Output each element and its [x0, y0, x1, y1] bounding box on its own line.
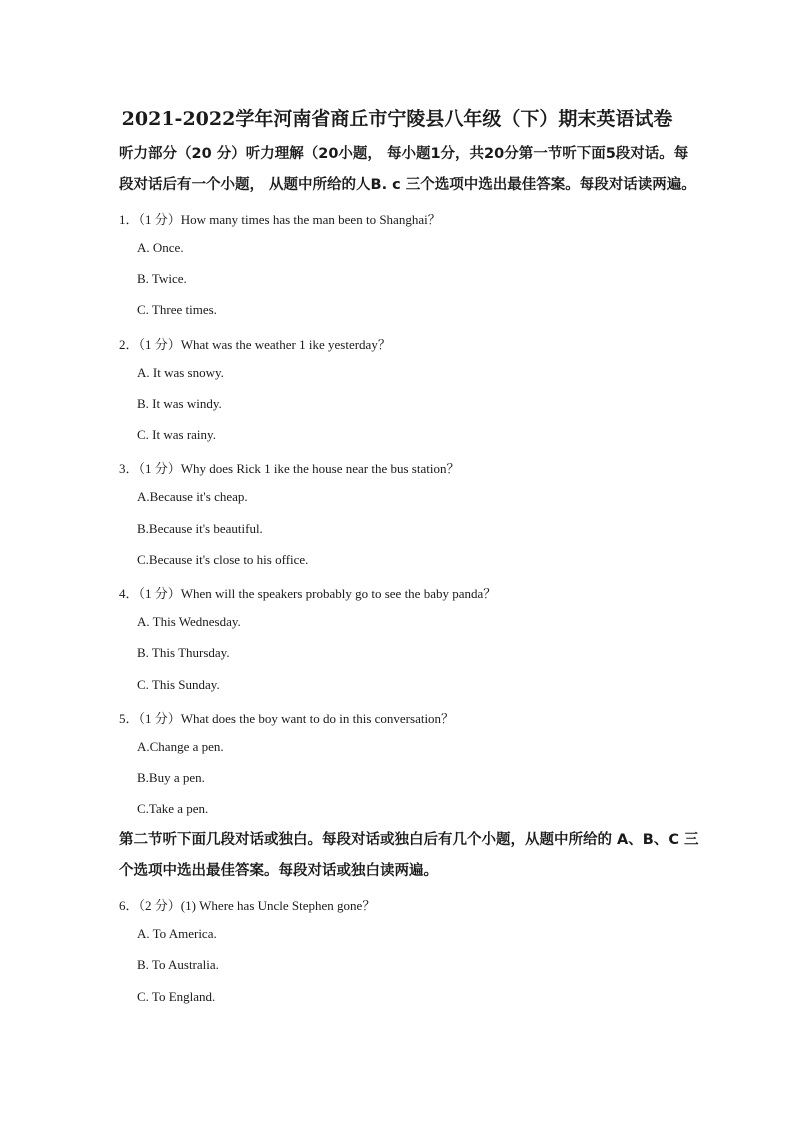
question-6-option-b: B. To Australia.	[137, 957, 219, 972]
question-6-option-c: C. To England.	[137, 989, 216, 1004]
exam-title: 2021-2022学年河南省商丘市宁陵县八年级（下）期末英语试卷	[121, 108, 673, 130]
question-2-option-a: A. It was snowy.	[137, 365, 224, 380]
question-4-option-a: A. This Wednesday.	[137, 614, 241, 629]
question-2-option-c: C. It was rainy.	[137, 427, 216, 442]
listening-section-2-instructions	[119, 825, 699, 887]
listening-section-1-instructions	[119, 139, 696, 201]
instruction-line: 第二节听下面几段对话或独白。每段对话或独白后有几个小题，从题中所给的 A、B、C 三	[119, 832, 699, 848]
question-5-option-a: A.Change a pen.	[137, 739, 224, 754]
question-3-option-b: B.Because it's beautiful.	[137, 521, 263, 536]
question-1-option-c: C. Three times.	[137, 302, 217, 317]
question-3-option-a: A.Because it's cheap.	[137, 489, 248, 504]
question-1-option-b: B. Twice.	[137, 271, 187, 286]
question-2-stem: 2．（1 分）What was the weather 1 ike yesterday？	[119, 337, 391, 352]
question-5-stem: 5．（1 分）What does the boy want to do in this conversation？	[119, 711, 455, 726]
question-3-option-c: C.Because it's close to his office.	[137, 552, 309, 567]
question-6-stem: 6．（2 分）(1) Where has Uncle Stephen gone？	[119, 898, 376, 913]
question-4-option-b: B. This Thursday.	[137, 645, 230, 660]
question-1-option-a: A. Once.	[137, 240, 184, 255]
question-1-stem: 1．（1 分）How many times has the man been to Shanghai？	[119, 212, 441, 227]
question-6-option-a: A. To America.	[137, 926, 217, 941]
question-2-option-b: B. It was windy.	[137, 396, 222, 411]
question-5-option-c: C.Take a pen.	[137, 801, 209, 816]
instruction-line: 个选项中选出最佳答案。每段对话或独白读两遍。	[119, 863, 438, 879]
question-4-option-c: C. This Sunday.	[137, 677, 220, 692]
instruction-line: 段对话后有一个小题， 从题中所给的人B. c 三个选项中选出最佳答案。每段对话读两遍。	[119, 177, 696, 193]
question-3-stem: 3．（1 分）Why does Rick 1 ike the house near the bus station？	[119, 461, 460, 476]
instruction-line: 听力部分（20 分）听力理解（20小题， 每小题1分，共20分第一节听下面5段对话。每	[119, 146, 689, 162]
question-5-option-b: B.Buy a pen.	[137, 770, 205, 785]
question-4-stem: 4．（1 分）When will the speakers probably go to see the baby panda？	[119, 586, 497, 601]
